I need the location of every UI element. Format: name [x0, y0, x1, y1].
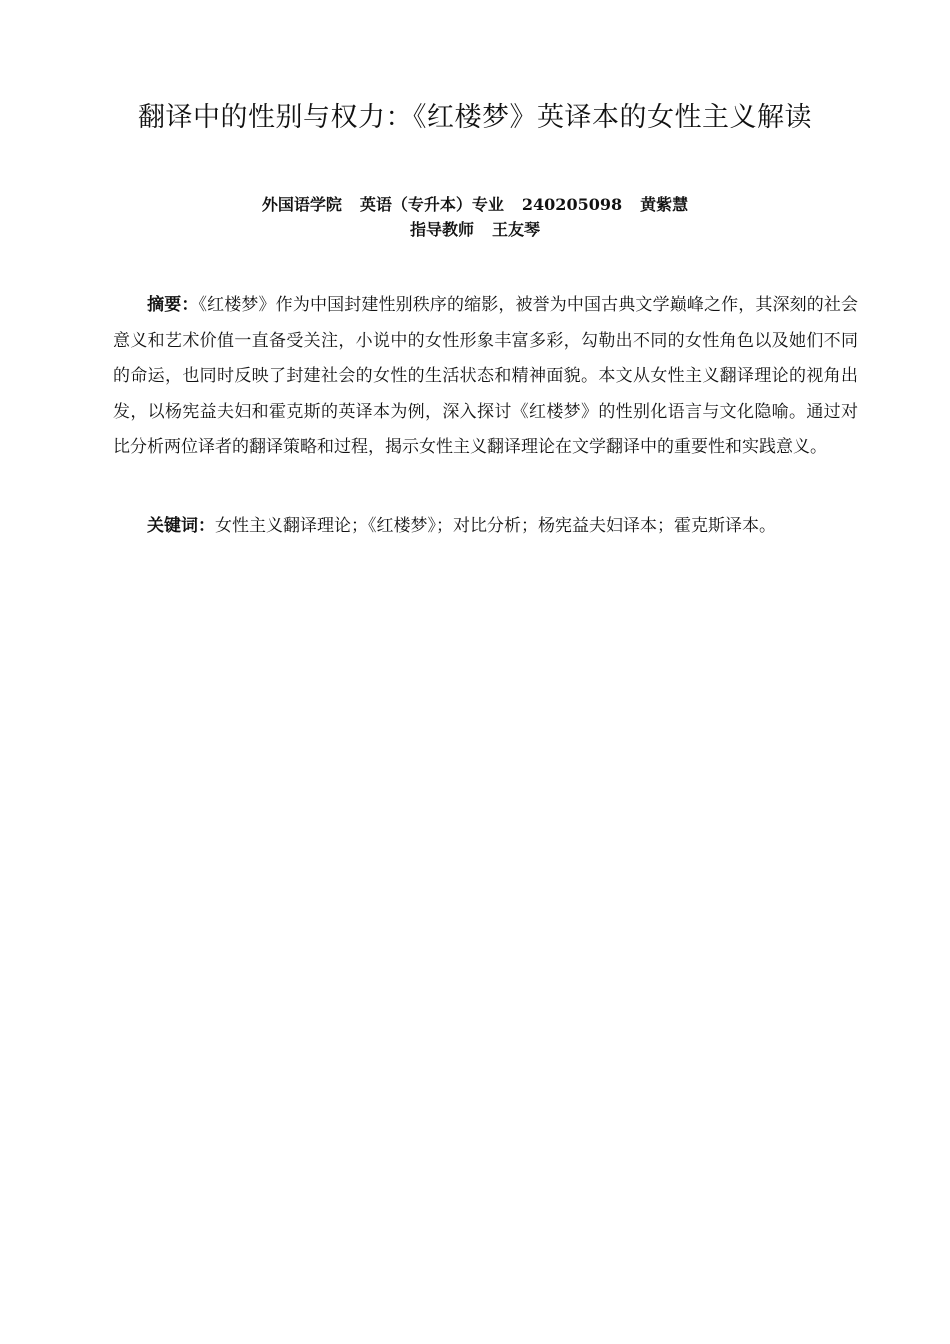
advisor-name: 王友琴	[492, 220, 541, 239]
student-id: 240205098	[521, 195, 623, 214]
paper-title: 翻译中的性别与权力：《红楼梦》英译本的女性主义解读	[138, 102, 812, 133]
author-byline	[60, 192, 890, 242]
major-name: 英语（专升本）专业	[359, 195, 504, 214]
advisor-label: 指导教师	[409, 220, 474, 239]
abstract-text: 《红楼梦》作为中国封建性别秩序的缩影，被誉为中国古典文学巅峰之作，其深刻的社会意义和艺术价值一直备受关注，小说中的女性形象丰富多彩，勾勒出不同的女性角色以及她们不同的命运，也同时反映了封建社会的女性的生活状态和精神面貌。本文从女性主义翻译理论的视角出发，以杨宪益夫妇和霍克斯的英译本为例，深入探讨《红楼梦》的性别化语言与文化隐喻。通过对比分析两位译者的翻译策略和过程，揭示女性主义翻译理论在文学翻译中的重要性和实践意义。	[113, 295, 859, 457]
keywords-text: 女性主义翻译理论；《红楼梦》；对比分析；杨宪益夫妇译本；霍克斯译本。	[215, 516, 776, 536]
abstract-paragraph	[113, 288, 858, 466]
student-name: 黄紫慧	[640, 195, 689, 214]
abstract-label: 摘要：	[147, 295, 199, 315]
college-name: 外国语学院	[261, 195, 342, 214]
keywords-label: 关键词：	[147, 516, 215, 536]
keywords-paragraph	[113, 509, 893, 545]
advisor-line	[60, 217, 890, 242]
author-line	[60, 192, 890, 217]
